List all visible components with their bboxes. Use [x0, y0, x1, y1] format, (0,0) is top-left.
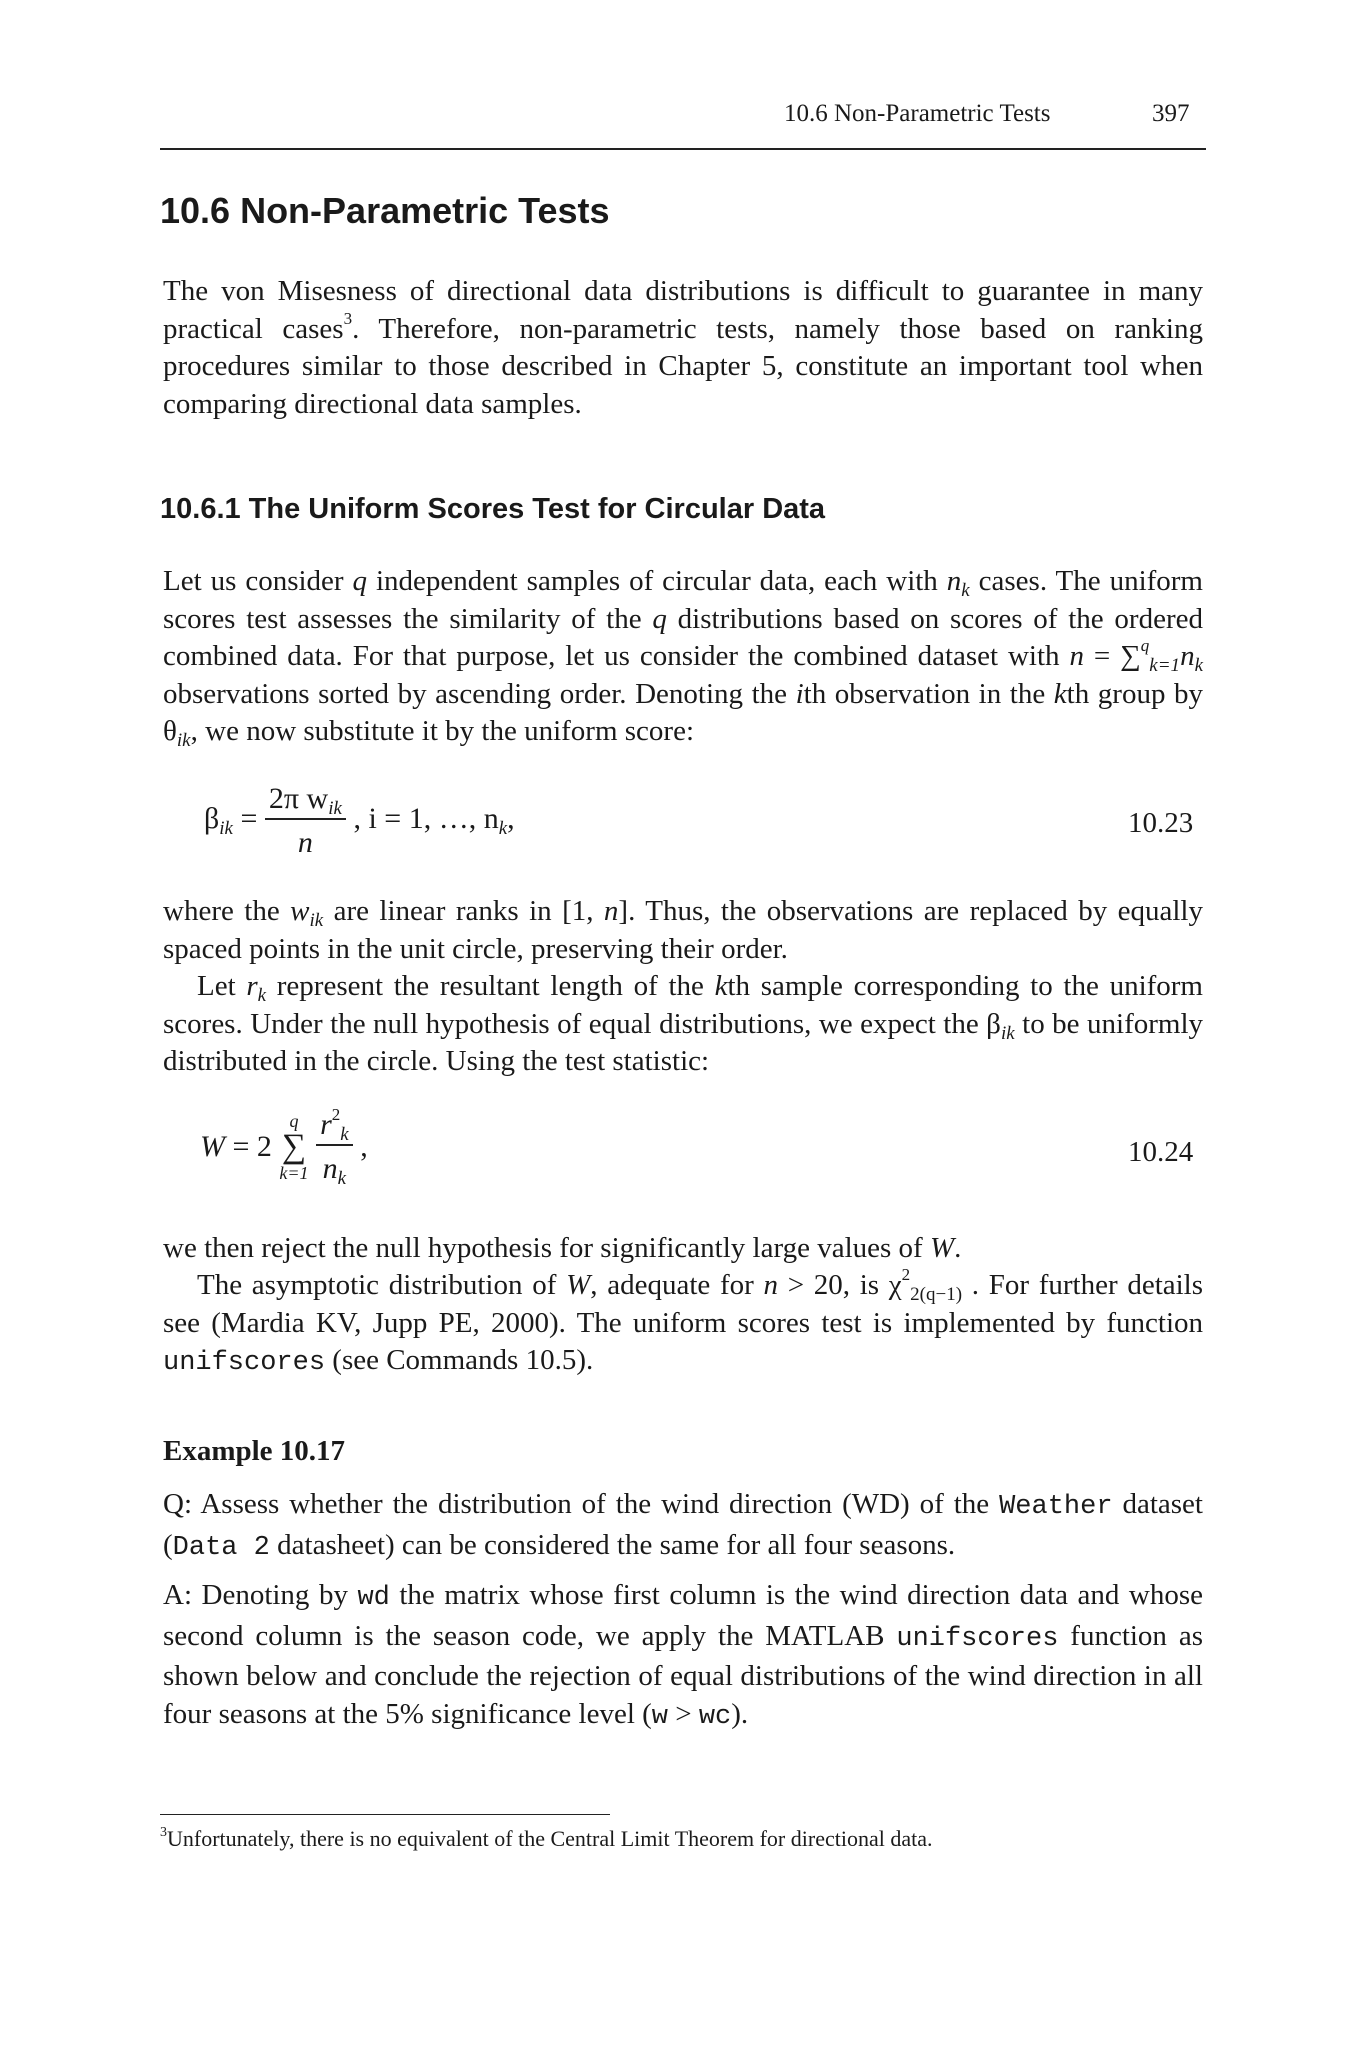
subsection-title: 10.6.1 The Uniform Scores Test for Circular Data — [160, 493, 826, 525]
footnote — [160, 1826, 932, 1852]
section-title: 10.6 Non-Parametric Tests — [160, 190, 610, 231]
asymptotic-paragraph: The asymptotic distribution of W, adequate for n > 20, is $\chi^2_{2(q-1)}$ . For further details see (Mardia KV, Jupp PE, 2000). The uniform scores test is implemented by function unifscores (see Commands 10.5). — [163, 1265, 1204, 1378]
intro-paragraph: The von Misesness of directional data distributions is difficult to guarantee in many practical cases$^3$. Therefore, non-parametric tests, namely those based on ranking procedures similar to those described in Chapter 5, constitute an important tool when comparing directional data samples. — [163, 275, 1203, 420]
equation-10-23: $\beta_{ik}$ = $\frac{2\pi w_{ik}}{n}$ , i = 1, …, $n_k$, — [204, 782, 515, 859]
footnote-text: Unfortunately, there is no equivalent of the Central Limit Theorem for directional data. — [167, 1826, 933, 1851]
equation-number-10-23: 10.23 — [1128, 807, 1194, 839]
example-answer: A: Denoting by wd the matrix whose first column is the wind direction data and whose second column is the season code, we apply the MATLAB unifscores function as shown below and conclude the rejection of equal distributions of the wind direction in all four seasons at the 5% significance level (w > wc). — [163, 1579, 1203, 1732]
page-number: 397 — [1152, 100, 1190, 127]
footnote-mark: 3 — [160, 1825, 167, 1840]
footnote-rule — [160, 1814, 610, 1815]
example-question: Q: Assess whether the distribution of the wind direction (WD) of the Weather dataset (Data 2 datasheet) can be considered the same for all four seasons. — [163, 1488, 1203, 1563]
header-rule — [160, 148, 1206, 150]
reject-paragraph: we then reject the null hypothesis for significantly large values of W. — [163, 1232, 962, 1264]
example-title: Example 10.17 — [163, 1435, 346, 1467]
equation-10-24: W = 2 q ∑ k=1 $\frac{r^2_k}{n_k}$ , — [200, 1105, 368, 1189]
equation-number-10-24: 10.24 — [1128, 1136, 1194, 1168]
uniform-scores-paragraph: Let us consider q independent samples of circular data, each with $n_k$ cases. The uniform scores test assesses the similarity of the q distributions based on scores of the ordered combined data. For that purpose, let us consider the combined dataset with $n = \sum^q_{k=1}n_k$ observations sorted by ascending order. Denoting the ith observation in the kth group by $\theta_{ik}$, we now substitute it by the uniform score: — [163, 565, 1204, 751]
ranks-paragraph: where the $w_{ik}$ are linear ranks in [1, n]. Thus, the observations are replaced by equally spaced points in the unit circle, preserving their order. — [163, 895, 1203, 965]
footnote-reference[interactable]: 3 — [343, 308, 353, 328]
resultant-paragraph: Let $r_k$ represent the resultant length of the kth sample corresponding to the uniform scores. Under the null hypothesis of equal distributions, we expect the $\beta_{ik}$ to be uniformly distributed in the circle. Using the test statistic: — [163, 970, 1204, 1077]
running-header-title: 10.6 Non-Parametric Tests — [784, 100, 1051, 127]
